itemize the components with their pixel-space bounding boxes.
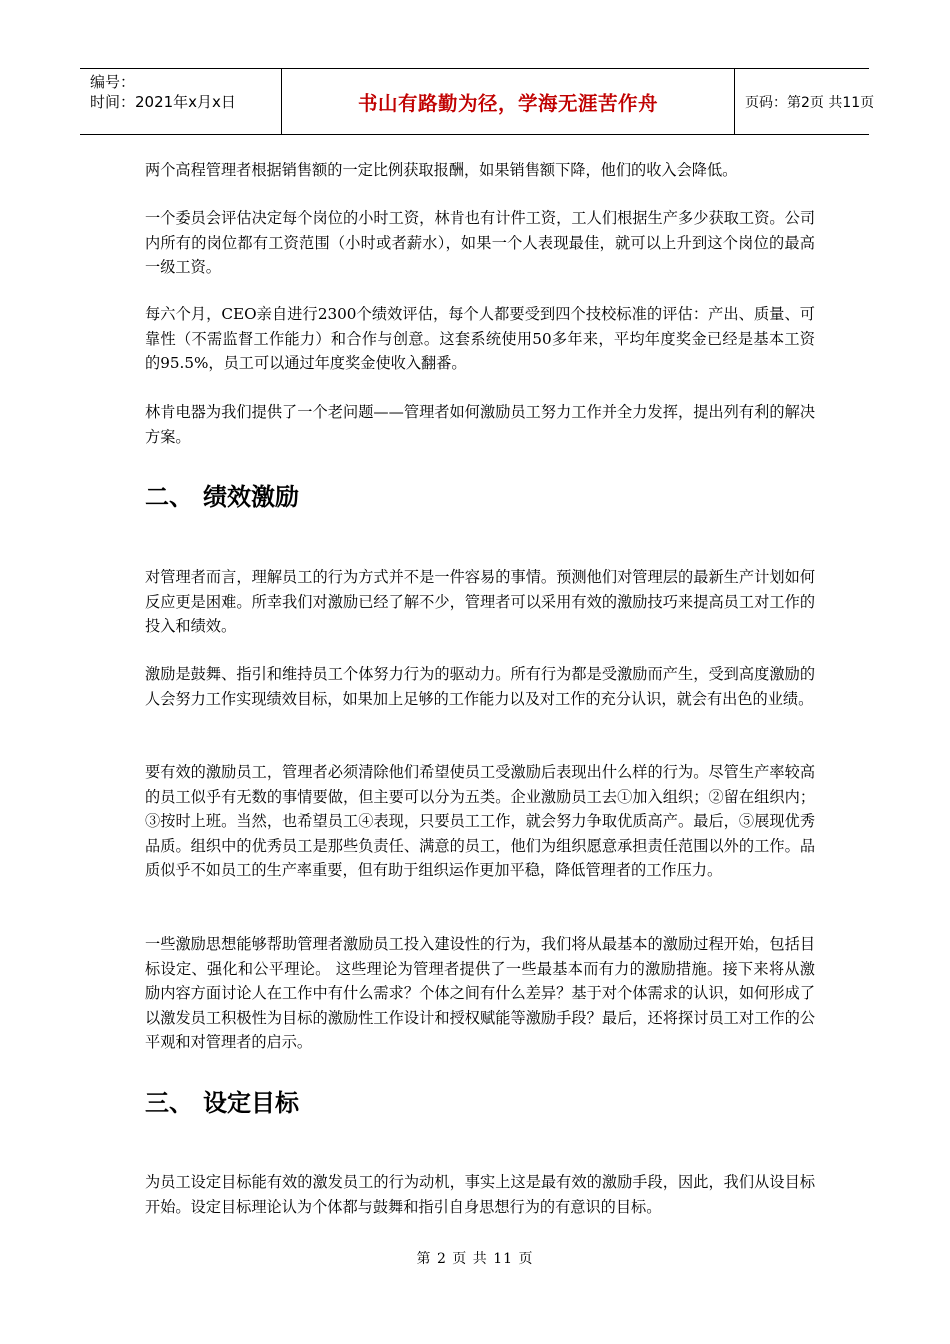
paragraph: 每六个月，CEO亲自进行2300个绩效评估，每个人都要受到四个技校标准的评估：产出、质量、可靠性（不需监督工作能力）和合作与创意。这套系统使用50多年来，平均年度奖金已经是基本工资的95.5%，员工可以通过年度奖金使收入翻番。: [145, 305, 815, 372]
paragraph: 林肯电器为我们提供了一个老问题——管理者如何激励员工努力工作并全力发挥，提出列有利的解决方案。: [145, 403, 815, 446]
header-motto-cell: [282, 69, 735, 135]
header-page-info: 页码：第2页 共11页: [745, 95, 875, 111]
page-footer: 第 2 页 共 11 页: [416, 1251, 534, 1267]
document-number-label: 编号：: [90, 73, 136, 91]
header-page-cell: [735, 69, 875, 135]
paragraph: 激励是鼓舞、指引和维持员工个体努力行为的驱动力。所有行为都是受激励而产生，受到高度激励的人会努力工作实现绩效目标，如果加上足够的工作能力以及对工作的充分认识，就会有出色的业绩。: [145, 665, 815, 708]
header-meta-cell: [80, 69, 282, 135]
paragraph: 对管理者而言，理解员工的行为方式并不是一件容易的事情。预测他们对管理层的最新生产计划如何反应更是困难。所幸我们对激励已经了解不少，管理者可以采用有效的激励技巧来提高员工对工作的投入和绩效。: [145, 568, 815, 635]
section-title: 设定目标: [203, 1089, 299, 1117]
paragraph: 一些激励思想能够帮助管理者激励员工投入建设性的行为，我们将从最基本的激励过程开始，包括目标设定、强化和公平理论。 这些理论为管理者提供了一些最基本而有力的激励措施。接下来将从激励内容方面讨论人在工作中有什么需求？个体之间有什么差异？基于对个体需求的认识，如何形成了以激发员工积极性为目标的激励性工作设计和授权赋能等激励手段？最后，还将探讨员工对工作的公平观和对管理者的启示。: [145, 935, 815, 1051]
section-title: 绩效激励: [203, 483, 299, 511]
section-number: 二、: [145, 483, 193, 511]
page-header: [80, 68, 875, 135]
paragraph: 要有效的激励员工，管理者必须清除他们希望使员工受激励后表现出什么样的行为。尽管生产率较高的员工似乎有无数的事情要做，但主要可以分为五类。企业激励员工去①加入组织；②留在组织内；③按时上班。当然，也希望员工④表现，只要员工工作，就会努力争取优质高产。最后，⑤展现优秀品质。组织中的优秀员工是那些负责任、满意的员工，他们为组织愿意承担责任范围以外的工作。品质似乎不如员工的生产率重要，但有助于组织运作更加平稳，降低管理者的工作压力。: [145, 763, 815, 879]
paragraph: 为员工设定目标能有效的激发员工的行为动机，事实上这是最有效的激励手段，因此，我们从设目标开始。设定目标理论认为个体都与鼓舞和指引自身思想行为的有意识的目标。: [145, 1173, 815, 1216]
paragraph: 两个高程管理者根据销售额的一定比例获取报酬，如果销售额下降，他们的收入会降低。: [145, 161, 738, 179]
section-heading: [145, 1088, 299, 1118]
document-date-label: 时间：2021年x月x日: [90, 93, 236, 111]
header-motto: 书山有路勤为径，学海无涯苦作舟: [357, 92, 658, 115]
section-heading: [145, 482, 299, 512]
section-number: 三、: [145, 1089, 193, 1117]
paragraph: 一个委员会评估决定每个岗位的小时工资，林肯也有计件工资，工人们根据生产多少获取工资。公司内所有的岗位都有工资范围（小时或者薪水），如果一个人表现最佳，就可以上升到这个岗位的最高一级工资。: [145, 209, 815, 276]
